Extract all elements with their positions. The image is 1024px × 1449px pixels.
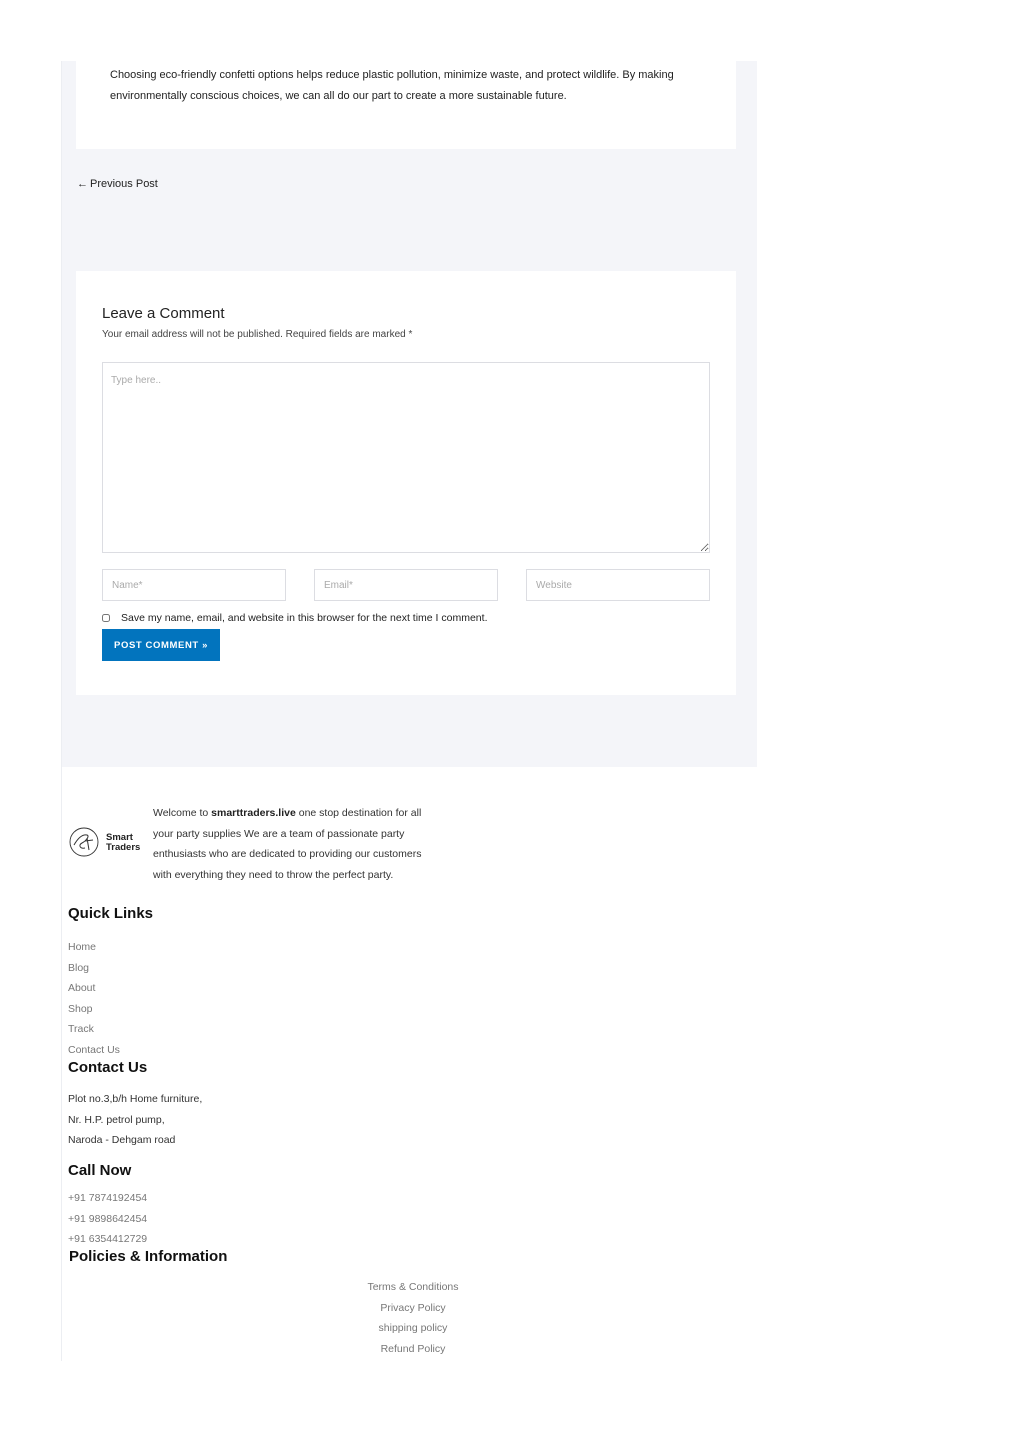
svg-text:Traders: Traders (106, 842, 141, 853)
page-divider (61, 61, 62, 1361)
address-line: Nr. H.P. petrol pump, (68, 1113, 165, 1126)
save-info-label: Save my name, email, and website in this browser for the next time I comment. (121, 612, 488, 624)
phone-link[interactable]: +91 7874192454 (68, 1192, 148, 1204)
previous-post-link[interactable] (77, 178, 158, 190)
phone-link[interactable]: +91 9898642454 (68, 1212, 148, 1225)
email-field[interactable] (314, 569, 498, 601)
policy-link-shipping[interactable]: shipping policy (378, 1322, 448, 1335)
footer-about-text (153, 803, 443, 885)
name-field[interactable] (102, 569, 286, 601)
policies-list (313, 1277, 513, 1359)
call-now-heading: Call Now (68, 1162, 132, 1179)
phone-numbers-list (68, 1188, 147, 1250)
quick-link-track[interactable]: Track (68, 1023, 94, 1036)
smart-traders-logo[interactable] (68, 826, 144, 858)
article-content (76, 61, 736, 149)
about-site-name: smarttraders.live (211, 807, 296, 819)
contact-us-heading: Contact Us (68, 1059, 148, 1076)
arrow-left-icon: ← (77, 178, 88, 190)
policies-heading: Policies & Information (69, 1248, 228, 1265)
about-description: one stop destination for all your party supplies We are a team of passionate party enthusiasts who are dedicated to providing our customers with everything they need to throw the perfect party. (153, 807, 422, 881)
quick-links-list (68, 937, 120, 1061)
address-line: Plot no.3,b/h Home furniture, (68, 1093, 203, 1105)
phone-link[interactable]: +91 6354412729 (68, 1233, 148, 1246)
comment-form (76, 271, 736, 695)
post-comment-button[interactable]: POST COMMENT » (102, 629, 220, 661)
svg-text:Smart: Smart (106, 832, 133, 843)
previous-post-label: Previous Post (90, 178, 158, 190)
policy-link-terms[interactable]: Terms & Conditions (367, 1281, 459, 1293)
comment-notes: Your email address will not be published. Required fields are marked * (102, 329, 413, 340)
address-line: Naroda - Dehgam road (68, 1134, 176, 1147)
quick-link-about[interactable]: About (68, 982, 96, 995)
quick-links-heading: Quick Links (68, 905, 154, 922)
logo-mark-icon (68, 826, 144, 858)
quick-link-shop[interactable]: Shop (68, 1002, 93, 1015)
save-info-consent[interactable] (102, 612, 488, 624)
quick-link-blog[interactable]: Blog (68, 961, 90, 974)
policy-link-privacy[interactable]: Privacy Policy (380, 1301, 446, 1314)
about-prefix: Welcome to (153, 807, 212, 819)
save-info-checkbox[interactable] (102, 614, 110, 622)
contact-address (68, 1089, 202, 1151)
quick-link-contact-us[interactable]: Contact Us (68, 1043, 120, 1056)
comment-textarea[interactable] (102, 362, 710, 553)
policy-link-refund[interactable]: Refund Policy (380, 1342, 446, 1355)
website-field[interactable] (526, 569, 710, 601)
comment-form-title: Leave a Comment (102, 305, 225, 322)
quick-link-home[interactable]: Home (68, 941, 97, 953)
article-closing-paragraph: Choosing eco-friendly confetti options helps reduce plastic pollution, minimize waste, and protect wildlife. By making environmentally conscious choices, we can all do our part to create a more sustainable future. (110, 69, 674, 102)
